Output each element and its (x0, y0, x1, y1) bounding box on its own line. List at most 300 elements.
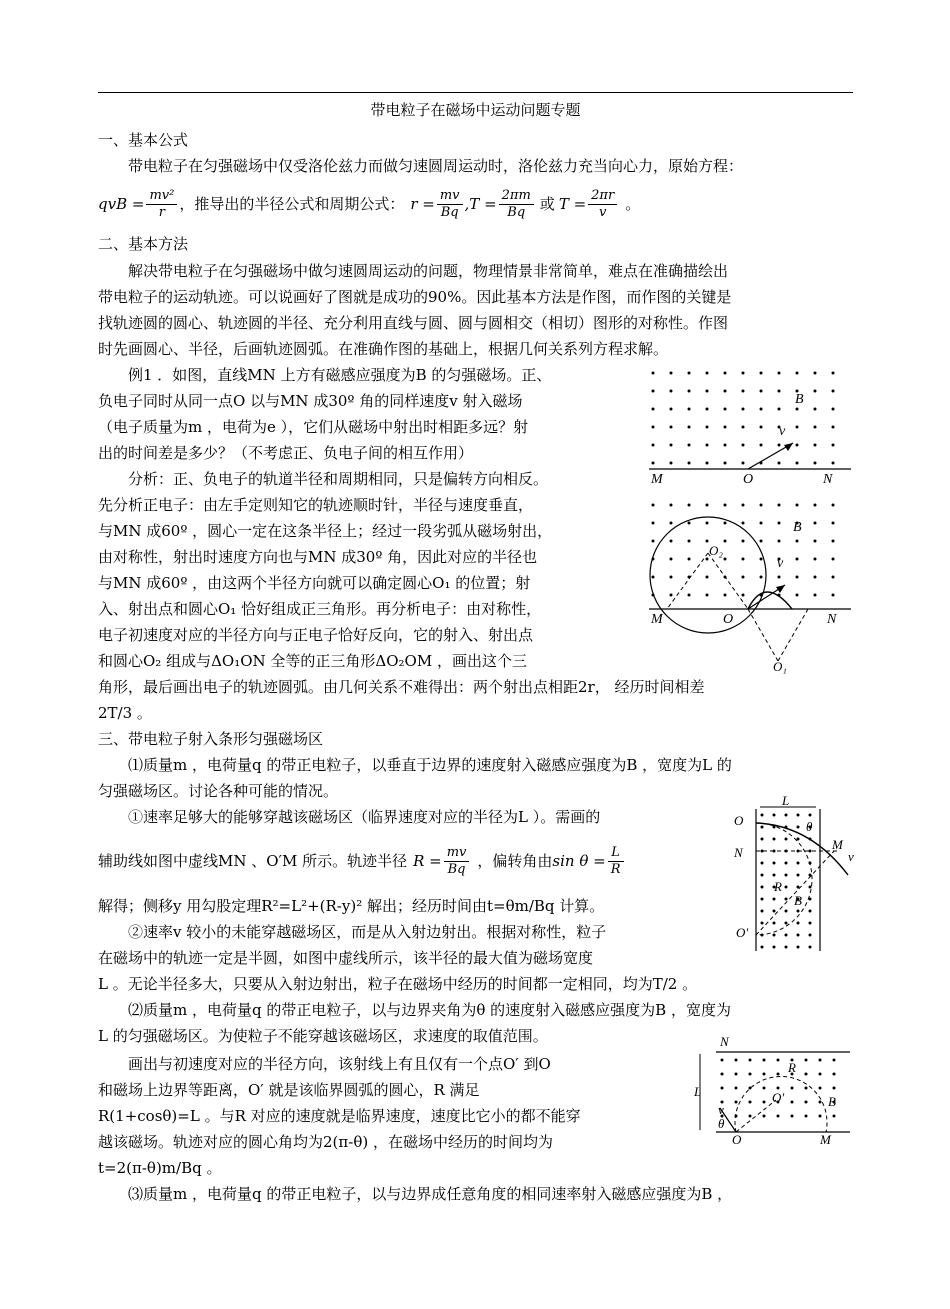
field-dot (785, 874, 788, 877)
field-dot (797, 862, 800, 865)
field-dot (814, 462, 817, 465)
example-1-line-2: 负电子同时从同一点O 以与MN 成30º 角的同样速度v 射入磁场 (98, 392, 523, 410)
field-dot (814, 522, 817, 525)
field-dot (652, 408, 655, 411)
field-dot (814, 372, 817, 375)
field-dot (785, 886, 788, 889)
field-dot (761, 862, 764, 865)
frac-L-R (608, 845, 624, 878)
field-dot (785, 934, 788, 937)
frac-den: Bq (447, 861, 466, 877)
field-dot (832, 462, 835, 465)
field-dot (832, 540, 835, 543)
field-dot (760, 372, 763, 375)
radius-dash (708, 553, 748, 609)
label-O: O (723, 612, 734, 627)
field-dot (742, 558, 745, 561)
paragraph-2-line-3: 找轨迹圆的圆心、轨迹圆的半径、充分利用直线与圆、圆与圆相交（相切）图形的对称性。作图 (98, 314, 729, 332)
example-1-line-4: 出的时间差是多少？（不考虑正、负电子间的相互作用） (98, 444, 474, 462)
field-dot (773, 862, 776, 865)
field-dot (796, 504, 799, 507)
field-dot (819, 1087, 822, 1090)
part3-line-3: ①速率足够大的能够穿越该磁场区（临界速度对应的半径为L ）。需画的 (128, 808, 601, 826)
field-dot (652, 390, 655, 393)
field-dot (735, 1073, 738, 1076)
field-dot (760, 558, 763, 561)
field-dot (742, 408, 745, 411)
field-dot (742, 594, 745, 597)
field-dot (785, 910, 788, 913)
field-dot (688, 594, 691, 597)
label-theta: θ (806, 819, 813, 834)
field-dot (724, 426, 727, 429)
field-dot (763, 1115, 766, 1118)
field-dot (833, 1059, 836, 1062)
field-dot (706, 444, 709, 447)
field-dot (832, 426, 835, 429)
field-dot (773, 874, 776, 877)
radius-dash (778, 609, 808, 661)
label-N: N (734, 845, 743, 860)
field-dot (760, 408, 763, 411)
formula-r-eq: r = (410, 195, 435, 213)
field-dot (652, 372, 655, 375)
field-dot (797, 838, 800, 841)
label-O: O (732, 1132, 742, 1147)
field-dot (670, 504, 673, 507)
field-dot (706, 408, 709, 411)
field-dot (652, 462, 655, 465)
field-dot (761, 826, 764, 829)
label-M: M (651, 472, 663, 487)
example-1-line-3: （电子质量为m ，电荷为e ），它们从磁场中射出时相距多远？射 (98, 418, 529, 436)
field-dot (749, 1073, 752, 1076)
frac-den: v (598, 204, 607, 220)
arrow-head (776, 585, 785, 593)
field-dot (721, 1087, 724, 1090)
field-dot (796, 462, 799, 465)
frac-2pir-v (588, 188, 617, 221)
section-heading-1: 一、基本公式 (98, 131, 189, 149)
field-dots (721, 1059, 836, 1118)
field-dot (761, 910, 764, 913)
label-R: R (774, 879, 782, 894)
analysis-line-9: 角形，最后画出电子的轨迹圆弧。由几何关系不难得出：两个射出点相距2r， 经历时间相差 (98, 678, 705, 696)
field-dot (797, 946, 800, 949)
field-dot (773, 910, 776, 913)
field-dot (742, 576, 745, 579)
field-dot (706, 522, 709, 525)
field-dot (760, 390, 763, 393)
field-dot (797, 934, 800, 937)
field-dot (706, 372, 709, 375)
field-dot (814, 576, 817, 579)
field-dot (814, 558, 817, 561)
field-dot (832, 444, 835, 447)
frac-num: 2πm (499, 188, 534, 205)
field-dot (724, 408, 727, 411)
label-O2: O₂ (709, 543, 723, 558)
field-dot (670, 426, 673, 429)
field-dot (670, 444, 673, 447)
analysis-line-8: 和圆心O₂ 组成与ΔO₁ON 全等的正三角形ΔO₂OM ，画出这个三 (98, 652, 527, 670)
field-dot (796, 594, 799, 597)
field-dot (749, 1115, 752, 1118)
field-dot (670, 372, 673, 375)
field-dot (763, 1087, 766, 1090)
paragraph-2-line-2: 带电粒子的运动轨迹。可以说画好了图就是成功的90%。因此基本方法是作图，而作图的关键是 (98, 288, 732, 306)
field-dot (724, 444, 727, 447)
field-dot (760, 540, 763, 543)
paragraph-2-line-4: 时先画圆心、半径，后画轨迹圆弧。在准确作图的基础上，根据几何关系列方程求解。 (98, 340, 669, 358)
part3-line-4b: ，偏转角由 (477, 852, 553, 870)
label-B: B (828, 1094, 836, 1109)
field-dot (761, 838, 764, 841)
field-dot (706, 576, 709, 579)
part3-line-4: 辅助线如图中虚线MN 、O′M 所示。轨迹半径 (98, 852, 408, 870)
field-dot (778, 576, 781, 579)
paragraph-2-line-1: 解决带电粒子在匀强磁场中做匀速圆周运动的问题，物理情景非常简单，难点在准确描绘出 (128, 262, 729, 280)
field-dot (670, 540, 673, 543)
field-dot (796, 558, 799, 561)
figure-4-angled-entry (690, 1030, 855, 1148)
formula-T-eq: ,T = (464, 195, 497, 213)
part3-line-8: L 。无论半径多大，只要从入射边射出，粒子在磁场中经历的时间都一定相同，均为T/2 。 (98, 975, 698, 993)
field-dot (760, 426, 763, 429)
label-B: B (794, 893, 802, 908)
frac-num: mv² (146, 188, 177, 205)
formula-qvB: qvB = (98, 195, 145, 213)
frac-mv2-r (146, 188, 177, 221)
field-dot (773, 922, 776, 925)
field-dot (652, 444, 655, 447)
field-dot (742, 462, 745, 465)
field-dot (652, 576, 655, 579)
frac-2pim-Bq (499, 188, 534, 221)
field-dot (832, 390, 835, 393)
field-dot (724, 594, 727, 597)
part3-line-13: R(1+cosθ)=L 。与R 对应的速度就是临界速度，速度比它小的都不能穿 (98, 1107, 581, 1125)
field-dot (791, 1087, 794, 1090)
analysis-line-7: 电子初速度对应的半径方向与正电子恰好反向，它的射入、射出点 (98, 626, 534, 644)
field-dot (832, 522, 835, 525)
part3-line-14: 越该磁场。轨迹对应的圆心角均为2(π-θ) ，在磁场中经历的时间均为 (98, 1133, 553, 1151)
formula-end: 。 (625, 195, 641, 213)
field-dot (814, 444, 817, 447)
part3-line-6: ②速率v 较小的未能穿越磁场区，而是从入射边射出。根据对称性，粒子 (128, 923, 607, 941)
semicircle-dash (756, 823, 812, 935)
field-dot (652, 540, 655, 543)
field-dot (797, 874, 800, 877)
field-dot (778, 522, 781, 525)
frac-mv-Bq-b (444, 845, 470, 878)
frac-num: 2πr (588, 188, 617, 205)
part3-line-15: t=2(π-θ)m/Bq 。 (98, 1159, 222, 1177)
label-v: v (777, 556, 784, 571)
field-dot (809, 946, 812, 949)
field-dot (735, 1059, 738, 1062)
field-dot (814, 540, 817, 543)
field-dot (778, 444, 781, 447)
field-dot (833, 1073, 836, 1076)
analysis-line-6: 入、射出点和圆心O₁ 恰好组成正三角形。再分析电子：由对称性， (98, 600, 542, 618)
field-dot (819, 1059, 822, 1062)
field-dot (749, 1101, 752, 1104)
field-dot (735, 1087, 738, 1090)
field-dot (832, 408, 835, 411)
label-M: M (820, 1132, 831, 1147)
paragraph-1: 带电粒子在匀强磁场中仅受洛伦兹力而做匀速圆周运动时，洛伦兹力充当向心力，原始方程： (128, 157, 744, 175)
label-B: B (795, 392, 804, 407)
field-dot (688, 522, 691, 525)
label-M: M (651, 612, 663, 627)
electron-orbit (650, 517, 766, 633)
field-dot (805, 1101, 808, 1104)
field-dot (778, 540, 781, 543)
field-dot (778, 504, 781, 507)
field-dot (742, 522, 745, 525)
field-dot (796, 408, 799, 411)
field-dot (721, 1059, 724, 1062)
field-dot (724, 390, 727, 393)
field-dot (652, 522, 655, 525)
field-dot (785, 946, 788, 949)
field-dot (797, 826, 800, 829)
label-N: N (720, 1034, 729, 1049)
field-dots (761, 814, 812, 949)
field-dot (760, 522, 763, 525)
field-dot (760, 444, 763, 447)
field-dot (785, 814, 788, 817)
field-dot (832, 594, 835, 597)
label-v: v (779, 424, 786, 439)
field-dot (670, 408, 673, 411)
frac-den: R (610, 861, 621, 877)
field-dot (688, 504, 691, 507)
field-dot (809, 886, 812, 889)
field-dot (670, 390, 673, 393)
field-dot (797, 910, 800, 913)
field-dot (761, 922, 764, 925)
arrow-head (784, 443, 793, 451)
top-rule (98, 92, 853, 93)
label-O1: O₁ (773, 659, 787, 674)
field-dot (785, 922, 788, 925)
field-dot (670, 558, 673, 561)
field-dot (706, 462, 709, 465)
part3-line-2: 匀强磁场区。讨论各种可能的情况。 (98, 782, 339, 800)
field-dot (760, 576, 763, 579)
formula-text: ，推导出的半径公式和周期公式： (179, 195, 405, 213)
field-dot (791, 1101, 794, 1104)
field-dot (773, 838, 776, 841)
frac-mv-Bq (437, 188, 463, 221)
label-R: R (788, 1060, 796, 1075)
field-dot (688, 558, 691, 561)
radius-dash (748, 609, 778, 661)
frac-num: L (608, 845, 624, 862)
field-dot (742, 372, 745, 375)
field-dot (797, 814, 800, 817)
field-dot (814, 504, 817, 507)
part3-line-1: ⑴质量m ，电荷量q 的带正电粒子，以垂直于边界的速度射入磁感应强度为B ，宽度为L 的 (128, 756, 732, 774)
field-dot (773, 946, 776, 949)
label-O: O (734, 813, 744, 828)
label-v: v (718, 1102, 724, 1117)
field-dot (805, 1115, 808, 1118)
field-dot (814, 408, 817, 411)
field-dot (688, 540, 691, 543)
frac-den: Bq (507, 204, 526, 220)
field-dot (814, 594, 817, 597)
field-dot (833, 1087, 836, 1090)
field-dot (742, 504, 745, 507)
field-dot (819, 1101, 822, 1104)
example-1-line-1: 例1 ．如图，直线MN 上方有磁感应强度为B 的匀强磁场。正、 (128, 366, 552, 384)
part3-line-10: L 的匀强磁场区。为使粒子不能穿越该磁场区，求速度的取值范围。 (98, 1027, 548, 1045)
part3-line-9: ⑵质量m ，电荷量q 的带正电粒子，以与边界夹角为θ 的速度射入磁感应强度为B ，宽度为 (128, 1001, 731, 1019)
field-dot (805, 1059, 808, 1062)
section-heading-3: 三、带电粒子射入条形匀强磁场区 (98, 730, 324, 748)
field-dot (778, 462, 781, 465)
frac-den: Bq (440, 204, 459, 220)
section-heading-2: 二、基本方法 (98, 235, 189, 253)
analysis-line-10: 2T/3 。 (98, 704, 152, 722)
field-dot (833, 1115, 836, 1118)
field-dot (791, 1115, 794, 1118)
field-dot (724, 540, 727, 543)
field-dot (706, 594, 709, 597)
analysis-line-4: 由对称性，射出时速度方向也与MN 成30º 角，因此对应的半径也 (98, 548, 538, 566)
field-dot (832, 576, 835, 579)
field-dot (761, 898, 764, 901)
field-dot (785, 838, 788, 841)
analysis-line-2: 先分析正电子：由左手定则知它的轨迹顺时针，半径与速度垂直， (98, 496, 534, 514)
label-M: M (832, 837, 843, 852)
field-dot (742, 540, 745, 543)
field-dot (832, 504, 835, 507)
field-dot (805, 1087, 808, 1090)
field-dot (796, 444, 799, 447)
field-dot (742, 426, 745, 429)
label-v: v (848, 849, 854, 864)
field-dot (706, 426, 709, 429)
field-dot (809, 910, 812, 913)
part3-line-7: 在磁场中的轨迹一定是半圆，如图中虚线所示，该半径的最大值为磁场宽度 (98, 949, 594, 967)
radius-dash (736, 1100, 776, 1132)
frac-num: mv (437, 188, 463, 205)
figure-1-magnetic-field (645, 365, 855, 487)
field-dot (742, 444, 745, 447)
field-dot (773, 934, 776, 937)
field-dot (809, 814, 812, 817)
field-dot (724, 462, 727, 465)
field-dot (832, 372, 835, 375)
page-title: 带电粒子在磁场中运动问题专题 (370, 101, 581, 119)
part3-line-11: 画出与初速度对应的半径方向，该射线上有且仅有一个点O′ 到O (128, 1055, 551, 1073)
field-dot (761, 874, 764, 877)
field-dot (652, 504, 655, 507)
field-dot (809, 934, 812, 937)
figure-2-trajectories (645, 495, 855, 675)
label-L: L (694, 1084, 702, 1099)
analysis-line-1: 分析：正、负电子的轨道半径和周期相同，只是偏转方向相反。 (128, 470, 549, 488)
analysis-line-5: 与MN 成60º ，由这两个半径方向就可以确定圆心O₁ 的位置；射 (98, 574, 531, 592)
field-dot (819, 1073, 822, 1076)
field-dot (763, 1059, 766, 1062)
field-dot (819, 1115, 822, 1118)
frac-num: mv (444, 845, 470, 862)
field-dot (688, 408, 691, 411)
field-dot (814, 426, 817, 429)
field-dot (735, 1101, 738, 1104)
field-dot (749, 1059, 752, 1062)
formula-R-eq: R = (413, 852, 442, 870)
field-dot (796, 372, 799, 375)
field-dot (805, 1073, 808, 1076)
field-dot (724, 522, 727, 525)
field-dot (670, 594, 673, 597)
field-dot (721, 1073, 724, 1076)
field-dot (706, 504, 709, 507)
label-L: L (782, 795, 790, 808)
formula-line (98, 180, 640, 228)
field-dot (797, 922, 800, 925)
field-dot (763, 1101, 766, 1104)
field-dot (688, 372, 691, 375)
field-dot (706, 390, 709, 393)
part3-line-16: ⑶质量m ，电荷量q 的带正电粒子，以与边界成任意角度的相同速率射入磁感应强度为B ， (128, 1185, 733, 1203)
label-theta: θ (718, 1116, 725, 1131)
field-dot (763, 1073, 766, 1076)
field-dot (724, 372, 727, 375)
formula-sin: sin θ = (552, 852, 606, 870)
field-dot (688, 390, 691, 393)
label-B: B (793, 520, 802, 535)
field-dot (809, 922, 812, 925)
field-dot (688, 462, 691, 465)
formula-or: 或 (539, 195, 555, 213)
field-dot (670, 522, 673, 525)
field-dot (777, 1073, 780, 1076)
field-dot (785, 862, 788, 865)
field-dot (760, 504, 763, 507)
field-dot (761, 814, 764, 817)
frac-den: r (158, 204, 165, 220)
field-dot (761, 946, 764, 949)
formula-T-eq2: T = (558, 195, 587, 213)
field-dot (796, 540, 799, 543)
field-dot (832, 558, 835, 561)
label-N: N (823, 472, 833, 487)
field-dot (796, 576, 799, 579)
field-dot (778, 372, 781, 375)
field-dot (761, 886, 764, 889)
field-dot (785, 898, 788, 901)
label-O-prime: O′ (772, 1090, 785, 1105)
part3-formula-line (98, 836, 626, 886)
label-O-prime: O′ (736, 925, 749, 940)
label-N: N (827, 612, 837, 627)
field-dot (652, 426, 655, 429)
field-dots (652, 372, 835, 465)
figure-3-strip-field (730, 795, 860, 955)
part3-line-5: 解得；侧移y 用勾股定理R²=L²+(R-y)² 解出；经历时间由t=θm/Bq 计算。 (98, 897, 605, 915)
field-dot (796, 426, 799, 429)
field-dot (670, 462, 673, 465)
field-dot (688, 426, 691, 429)
label-O: O (743, 472, 754, 487)
